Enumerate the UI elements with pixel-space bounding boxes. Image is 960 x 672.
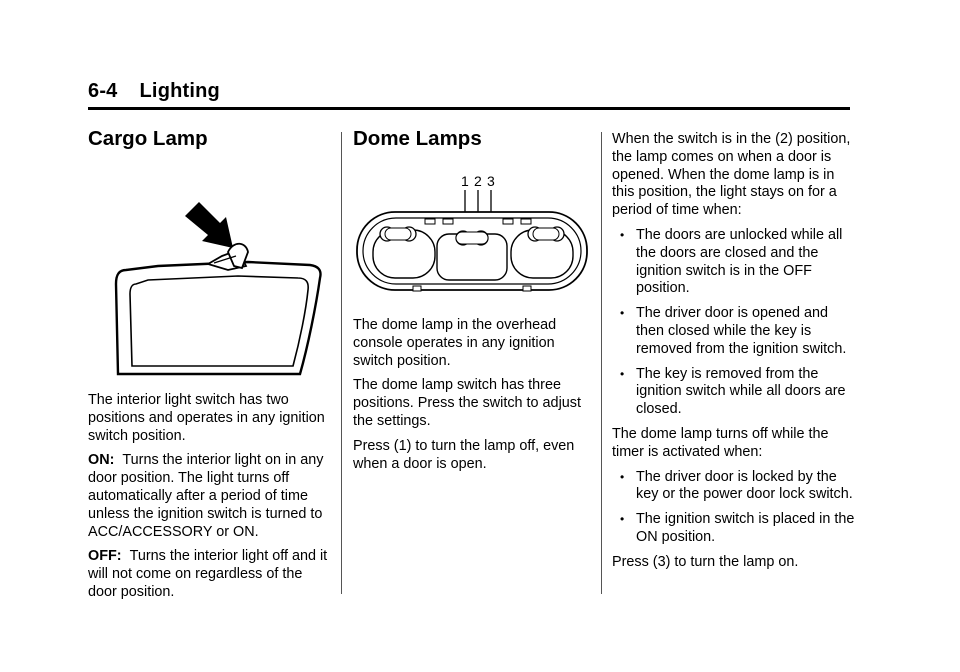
list-item: • The doors are unlocked while all the doors are closed and the ignition switch is in the OFF position.	[620, 226, 843, 297]
chapter-title: Lighting	[139, 80, 220, 102]
dome-paragraph-1: The dome lamp in the overhead console operates in any ignition switch position.	[353, 317, 557, 369]
list-item: • The driver door is opened and then closed while the key is removed from the ignition switch.	[620, 305, 847, 357]
section-number: 6-4	[88, 80, 118, 102]
column-dome-lamps	[353, 126, 591, 480]
on-label: ON:	[88, 452, 115, 469]
dome-paragraph-3: Press (1) to turn the lamp off, even when a door is open.	[353, 437, 575, 472]
cargo-lamp-heading: Cargo Lamp	[88, 127, 208, 150]
timer-off-list	[612, 469, 857, 547]
bullet-icon: •	[620, 227, 625, 242]
header-title	[88, 80, 850, 103]
cargo-off-paragraph	[88, 548, 333, 601]
dome-lamps-heading: Dome Lamps	[353, 127, 482, 150]
column-dome-settings	[612, 131, 857, 579]
bullet-icon: •	[620, 512, 625, 527]
header-rule	[88, 107, 850, 110]
callout-2: 2	[474, 173, 482, 189]
list-item: • The key is removed from the ignition switch while all doors are closed.	[620, 365, 846, 418]
dome-paragraph-2: The dome lamp switch has three positions. Press the switch to adjust the settings.	[353, 377, 581, 429]
column-divider-2	[601, 132, 602, 594]
page-header	[88, 80, 850, 103]
bullet-icon: •	[620, 306, 625, 321]
list-item: • The ignition switch is placed in the ON position.	[620, 511, 855, 545]
column-divider-1	[341, 132, 342, 594]
off-label: OFF:	[88, 548, 122, 565]
column-cargo-lamp	[88, 126, 333, 609]
off-text: Turns the interior light off and it will not come on regardless of the door position.	[88, 548, 328, 600]
press-3-paragraph: Press (3) to turn the lamp on.	[612, 553, 799, 570]
bullet-icon: •	[620, 366, 625, 381]
timer-conditions-list	[612, 227, 857, 419]
cargo-intro: The interior light switch has two positions and operates in any ignition switch position.	[88, 392, 325, 444]
list-item: • The driver door is locked by the key or the power door lock switch.	[620, 468, 853, 503]
pointer-arrow-icon	[185, 202, 233, 248]
bullet-icon: •	[620, 469, 625, 484]
cargo-on-paragraph	[88, 452, 333, 541]
callout-3: 3	[487, 173, 495, 189]
callout-1: 1	[461, 173, 469, 189]
timer-off-paragraph: The dome lamp turns off while the timer is activated when:	[612, 425, 829, 460]
cargo-lamp-illustration	[88, 166, 333, 376]
on-text: Turns the interior light on in any door position. The light turns off automatically after a period of time unless the ignition switch is turned to ACC/ACCESSORY or ON.	[88, 452, 324, 540]
dome-lamp-illustration	[353, 164, 591, 302]
switch-position-2-paragraph: When the switch is in the (2) position, the lamp comes on when a door is opened. When the dome lamp is in this position, the light stays on for a period of time when:	[612, 131, 851, 219]
